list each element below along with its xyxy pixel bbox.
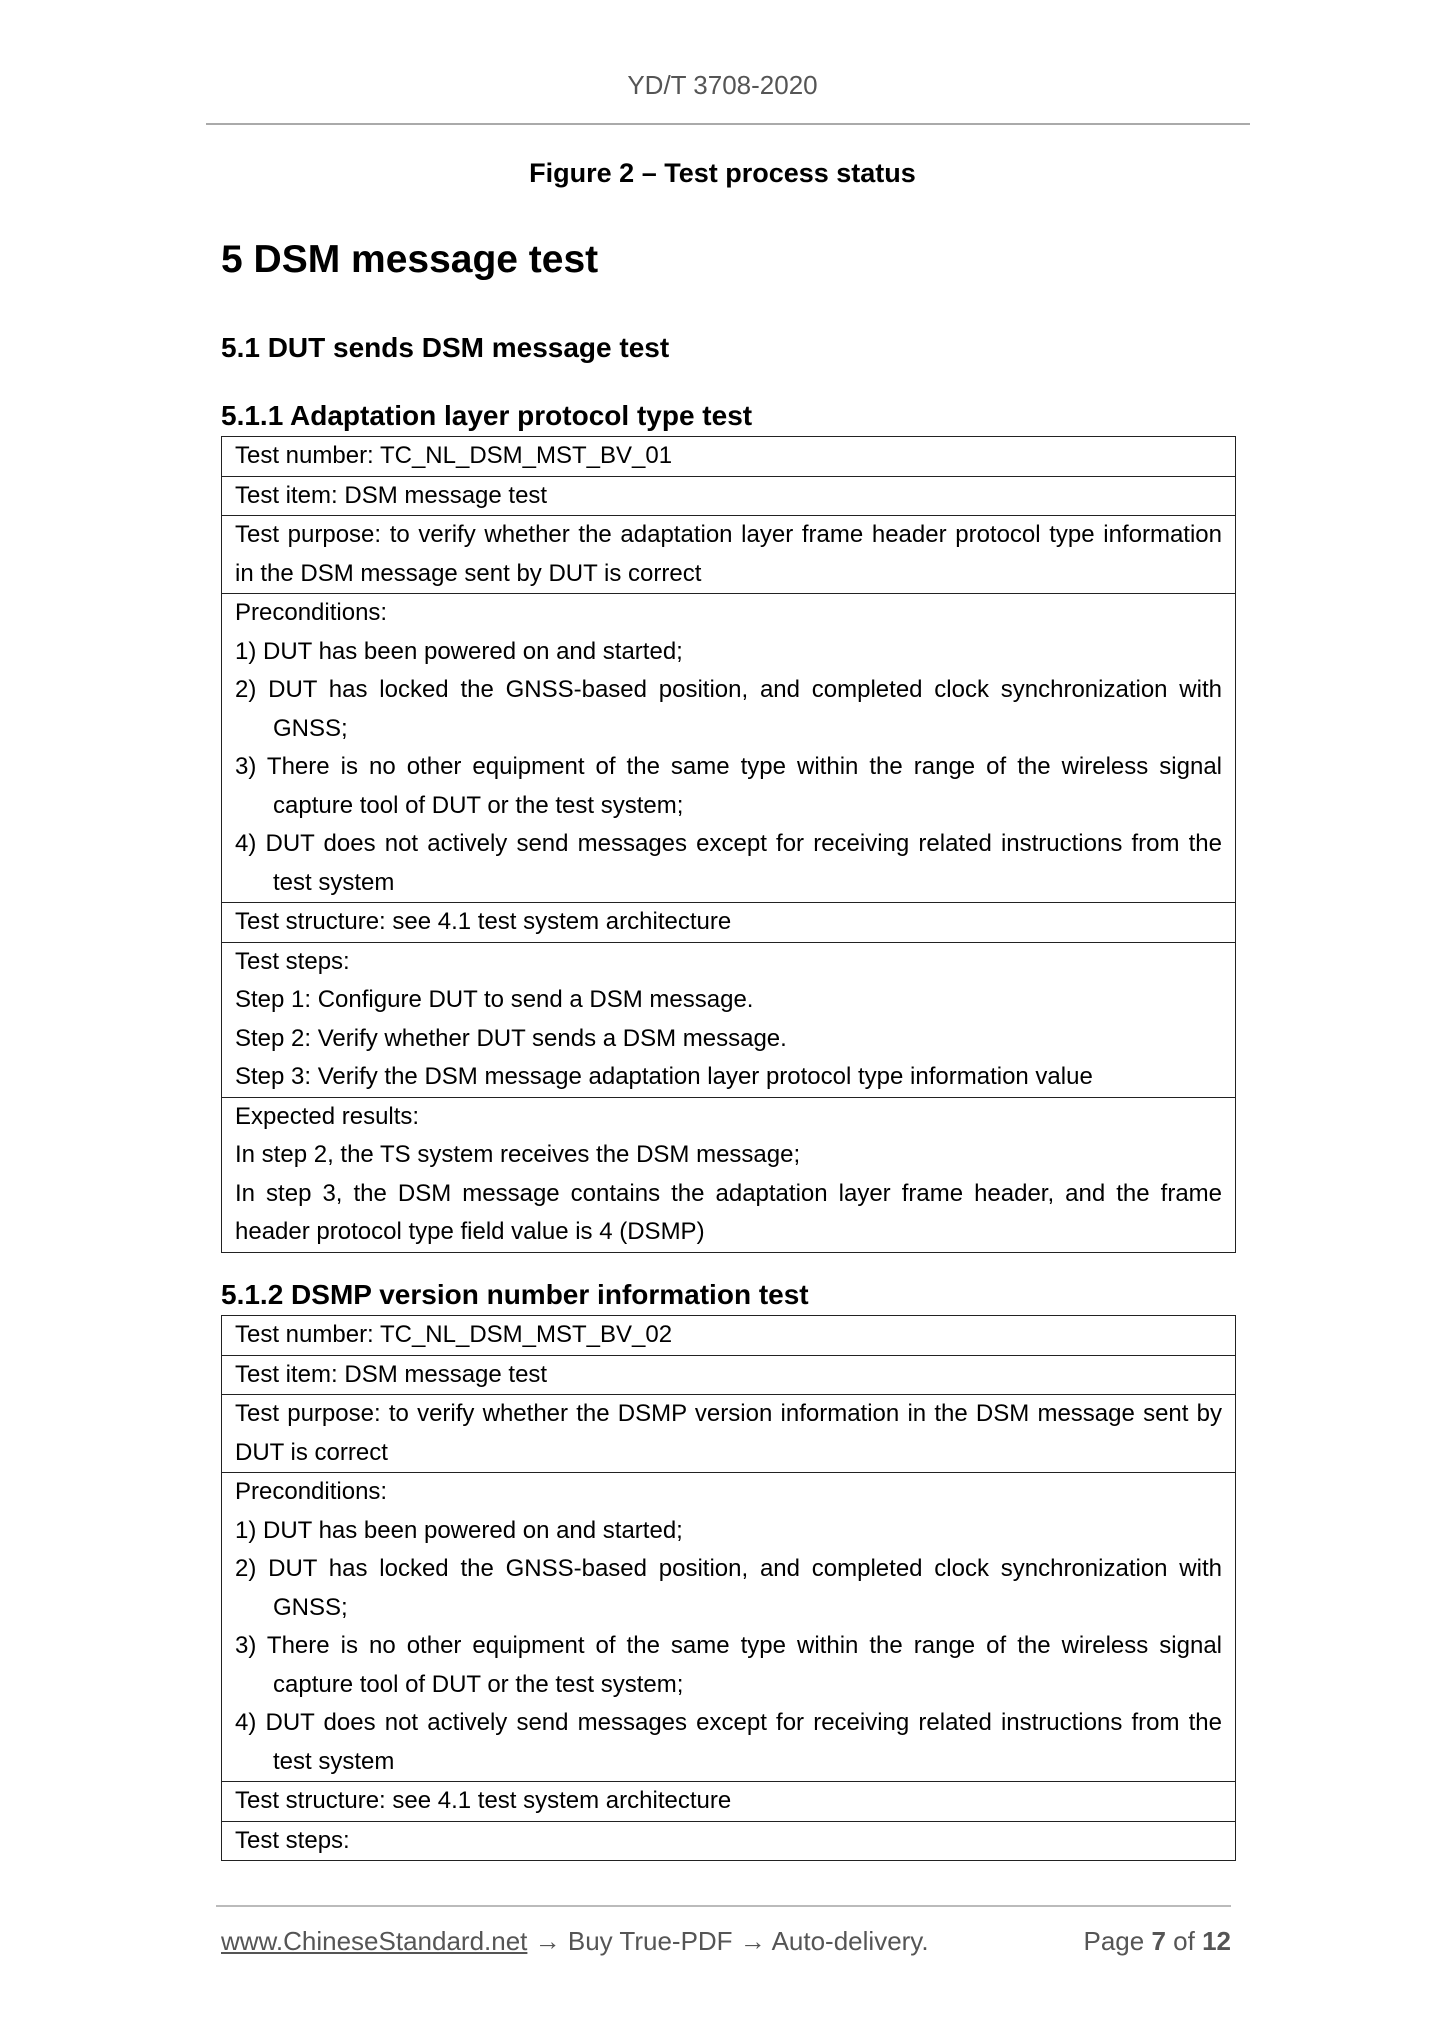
preconditions-label: Preconditions: [235, 1478, 388, 1505]
test-step: Step 2: Verify whether DUT sends a DSM message. [235, 1024, 787, 1052]
page-indicator [1083, 1926, 1231, 1957]
document-id-header: YD/T 3708-2020 [627, 70, 818, 100]
preconditions [222, 1473, 1236, 1782]
table1-heading: 5.1.1 Adaptation layer protocol type test [221, 400, 753, 431]
header-divider [206, 123, 1250, 125]
test-structure: Test structure: see 4.1 test system architecture [222, 1782, 1236, 1822]
test-steps: Test steps: [222, 1821, 1236, 1861]
test-structure: Test structure: see 4.1 test system architecture [222, 903, 1236, 943]
precondition-item: 4) DUT does not actively send messages except for receiving related instructions from the test system [235, 830, 1222, 896]
precondition-item: 3) There is no other equipment of the same type within the range of the wireless signal capture tool of DUT or the test system; [235, 1632, 1222, 1698]
test-steps-label: Test steps: [235, 947, 350, 975]
preconditions [222, 594, 1236, 903]
subsection-heading: 5.1 DUT sends DSM message test [221, 332, 670, 363]
expected-results [222, 1097, 1236, 1252]
precondition-item: 3) There is no other equipment of the same type within the range of the wireless signal capture tool of DUT or the test system; [235, 753, 1222, 819]
website-link[interactable]: www.ChineseStandard.net [221, 1926, 528, 1956]
precondition-item: 1) DUT has been powered on and started; [235, 637, 683, 665]
section-heading: 5 DSM message test [221, 238, 599, 281]
table2-heading: 5.1.2 DSMP version number information test [221, 1279, 809, 1310]
preconditions-label: Preconditions: [235, 599, 388, 626]
page-footer [221, 1926, 1231, 1957]
of-label: of [1173, 1926, 1195, 1956]
expected-result: In step 2, the TS system receives the DSM message; [235, 1141, 801, 1168]
total-pages: 12 [1202, 1926, 1231, 1956]
test-case-table-2 [221, 1315, 1236, 1861]
test-purpose: Test purpose: to verify whether the adaptation layer frame header protocol type information in the DSM message sent by DUT is correct [222, 516, 1236, 594]
test-step: Step 3: Verify the DSM message adaptation layer protocol type information value [235, 1063, 1093, 1090]
precondition-item: 2) DUT has locked the GNSS-based position, and completed clock synchronization with GNSS; [235, 1555, 1222, 1621]
test-purpose: Test purpose: to verify whether the DSMP version information in the DSM message sent by DUT is correct [222, 1395, 1236, 1473]
precondition-item: 1) DUT has been powered on and started; [235, 1516, 683, 1544]
footer-divider [216, 1905, 1231, 1907]
expected-result: In step 3, the DSM message contains the adaptation layer frame header, and the frame header protocol type field value is 4 (DSMP) [235, 1179, 1222, 1245]
test-item: Test item: DSM message test [222, 1355, 1236, 1395]
page-label: Page [1083, 1926, 1145, 1956]
test-step: Step 1: Configure DUT to send a DSM message. [235, 986, 754, 1013]
test-number: Test number: TC_NL_DSM_MST_BV_02 [222, 1316, 1236, 1356]
test-number: Test number: TC_NL_DSM_MST_BV_01 [222, 437, 1236, 477]
test-steps [222, 942, 1236, 1097]
current-page: 7 [1151, 1926, 1166, 1956]
expected-results-label: Expected results: [235, 1102, 420, 1130]
precondition-item: 2) DUT has locked the GNSS-based position, and completed clock synchronization with GNSS; [235, 676, 1222, 742]
test-case-table-1 [221, 436, 1236, 1253]
footer-tagline: → Buy True-PDF → Auto-delivery. [527, 1926, 929, 1956]
figure-caption: Figure 2 – Test process status [529, 158, 916, 188]
precondition-item: 4) DUT does not actively send messages except for receiving related instructions from the test system [235, 1709, 1222, 1775]
test-item: Test item: DSM message test [222, 476, 1236, 516]
